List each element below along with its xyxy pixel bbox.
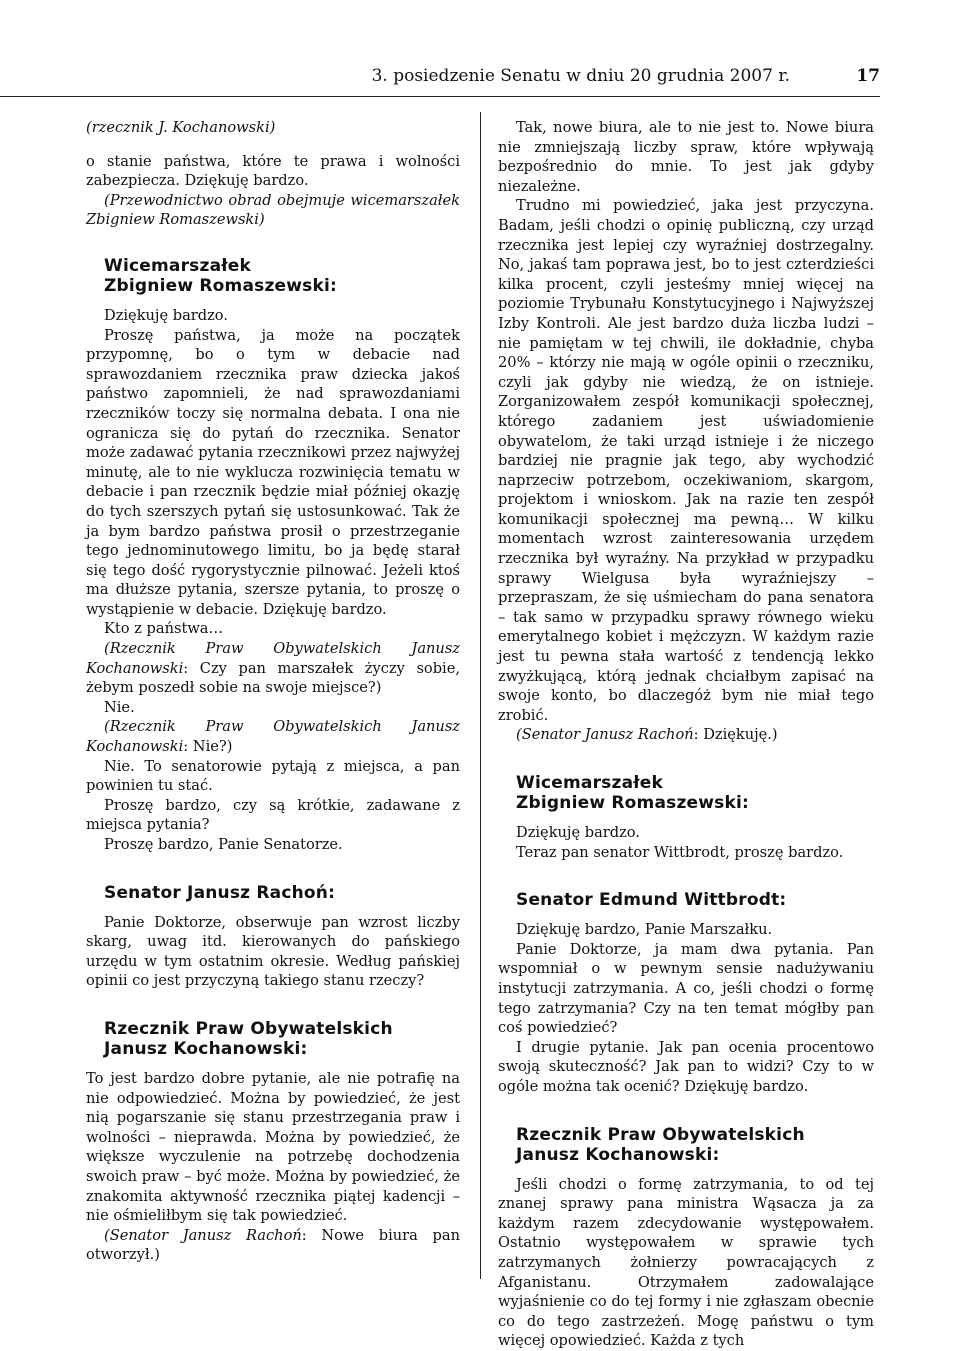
speaker-heading xyxy=(516,890,874,910)
paragraph: Nie. To senatorowie pytają z miejsca, a pan powinien tu stać. xyxy=(86,757,460,795)
left-column xyxy=(86,118,460,1265)
procedural-note: (Przewodnictwo obrad obejmuje wicemarszałek Zbigniew Romaszewski) xyxy=(86,191,460,229)
paragraph: o stanie państwa, które te prawa i wolności zabezpiecza. Dziękuję bardzo. xyxy=(86,152,460,190)
paragraph: Trudno mi powiedzieć, jaka jest przyczyna. Badam, jeśli chodzi o opinię publiczną, czy urząd rzecznika jest lepiej czy wyraźniej dostrzegalny. No, jakaś tam poprawa jest, bo to jest czterdzieści kilka procent, czyli jesteśmy mniej więcej na poziomie Trybunału Konstytucyjnego i Najwyższej Izby Kontroli. Ale jest bardzo duża liczba ludzi – nie pamiętam w tej chwili, ile dokładnie, chyba 20% – którzy nie mają w ogóle opinii o rzeczniku, czyli jak gdyby nie wiedzą, że on istnieje. Zorganizowałem zespół komunikacji społecznej, którego zadaniem jest uświadomienie obywatelom, że taki urząd istnieje i że niczego bardziej nie pragnie jak tego, aby wychodzić naprzeciw potrzebom, oczekiwaniom, skargom, projektom i wnioskom. Jak na razie ten zespół komunikacji społecznej ma pewną… W kilku momentach wzrost zainteresowania urzędem rzecznika był wyraźny. Na przykład w przypadku sprawy Wielgusa była wyraźniejszy – przepraszam, że się uśmiecham do pana senatora – tak samo w przypadku sprawy równego wieku emerytalnego kobiet i mężczyzn. W każdym razie jest tu pewna stała wartość z tendencją lekko zwyżkującą, którą jednak chciałbym zapisać na swoje konto, bo dlaczegóż bym nie miał tego zrobić. xyxy=(498,197,874,724)
speaker-role: Rzecznik Praw Obywatelskich xyxy=(104,1018,393,1039)
paragraph: To jest bardzo dobre pytanie, ale nie potrafię na nie odpowiedzieć. Można by powiedzieć, że jest nią pogarszanie się stanu przestrzegania praw i wolności – nieprawda. Można by powiedzieć, że większe wyczulenie na potrzebę dochodzenia swoich praw – być może. Można by powiedzieć, że znakomita aktywność rzecznika piątej kadencji – nie ośmieliłbym się tak powiedzieć. xyxy=(86,1069,460,1225)
header-rule xyxy=(0,96,880,97)
interjection-text: : Dziękuję.) xyxy=(693,726,778,744)
paragraph: Proszę bardzo, Panie Senatorze. xyxy=(104,836,343,853)
paragraph: I drugie pytanie. Jak pan ocenia procentowo swoją skuteczność? Jak pan to widzi? Czy to w ogóle można tak ocenić? Dziękuję bardzo. xyxy=(498,1038,874,1095)
column-divider xyxy=(480,112,481,1279)
interjection xyxy=(86,639,460,698)
speaker-name: Senator Janusz Rachoń: xyxy=(104,882,336,903)
speaker-name: Janusz Kochanowski: xyxy=(104,1038,308,1059)
speaker-role: Wicemarszałek xyxy=(516,773,663,793)
speaker-heading xyxy=(104,256,460,296)
interjection-speaker: (Senator Janusz Rachoń xyxy=(104,1226,302,1244)
speaker-name: Janusz Kochanowski: xyxy=(516,1144,720,1165)
paragraph: Dziękuję bardzo, Panie Marszałku. xyxy=(516,921,773,939)
paragraph: Kto z państwa… xyxy=(104,620,224,638)
right-column xyxy=(498,118,874,1351)
speaker-name: Zbigniew Romaszewski: xyxy=(104,275,338,296)
speaker-continuation: (rzecznik J. Kochanowski) xyxy=(86,119,276,136)
speaker-heading xyxy=(516,773,874,813)
page-number: 17 xyxy=(856,66,880,86)
speaker-heading xyxy=(104,883,460,903)
interjection-text: : Nowe biura pan otworzył.) xyxy=(86,1226,460,1264)
interjection xyxy=(86,1226,460,1265)
paragraph: Proszę bardzo, czy są krótkie, zadawane z miejsca pytania? xyxy=(86,796,460,834)
interjection-text: : Czy pan marszałek życzy sobie, żebym poszedł sobie na swoje miejsce?) xyxy=(86,659,460,697)
paragraph: Teraz pan senator Wittbrodt, proszę bardzo. xyxy=(516,843,844,861)
interjection-speaker: (Senator Janusz Rachoń xyxy=(516,726,694,744)
paragraph: Nie. xyxy=(104,698,135,716)
speaker-role: Wicemarszałek xyxy=(104,255,251,276)
interjection-text: : Nie?) xyxy=(183,738,233,756)
paragraph: Panie Doktorze, obserwuje pan wzrost liczby skarg, uwag itd. kierowanych do pańskiego urzędu w tym ostatnim okresie. Według pańskiej opinii co jest przyczyną takiego stanu rzeczy? xyxy=(86,913,460,990)
speaker-heading xyxy=(104,1019,460,1059)
paragraph: Jeśli chodzi o formę zatrzymania, to od tej znanej sprawy pana ministra Wąsacza ja za każdym razem zdecydowanie występowałem. Ostatnio występowałem w sprawie tych zatrzymanych żołnierzy powracających z Afganistanu. Otrzymałem zadowalające wyjaśnienie co do tej formy i nie zgłaszam obecnie co do tego zastrzeżeń. Mogę państwu o tym więcej opowiedzieć. Każda z tych xyxy=(498,1175,874,1350)
header-title: 3. posiedzenie Senatu w dniu 20 grudnia 2007 r. xyxy=(371,66,790,86)
interjection xyxy=(86,717,460,756)
interjection xyxy=(498,725,874,745)
paragraph: Dziękuję bardzo. xyxy=(516,824,640,841)
interjection-speaker: (Rzecznik Praw Obywatelskich Janusz Kochanowski xyxy=(86,640,460,677)
paragraph: Proszę państwa, ja może na początek przypomnę, bo o tym w debacie nad sprawozdaniem rzecznika praw dziecka jakoś państwo zapomnieli, że nad sprawozdaniami rzeczników toczy się normalna debata. I ona nie ogranicza się do pytań do rzecznika. Senator może zadawać pytania rzecznikowi przez najwyżej minutę, ale to nie wyklucza rozwinięcia tematu w debacie i pan rzecznik będzie miał później okazję do tych szerszych pytań się ustosunkować. Tak że ja bym bardzo państwa prosił o przestrzeganie tego jednominutowego limitu, bo ja będę starał się tego dość rygorystycznie pilnować. Jeżeli ktoś ma dłuższe pytania, szersze pytania, to proszę o wystąpienie w debacie. Dziękuję bardzo. xyxy=(86,326,460,618)
paragraph: Panie Doktorze, ja mam dwa pytania. Pan wspomniał o w pewnym sensie nadużywaniu instytucji zatrzymania. A co, jeśli chodzi o formę tego zatrzymania? Czy na ten temat mógłby pan coś powiedzieć? xyxy=(498,940,874,1037)
paragraph: Tak, nowe biura, ale to nie jest to. Nowe biura nie zmniejszają liczby spraw, które wpływają bezpośrednio do mnie. To jest jak gdyby niezależne. xyxy=(498,119,874,195)
speaker-role: Rzecznik Praw Obywatelskich xyxy=(516,1124,805,1145)
interjection-speaker: (Rzecznik Praw Obywatelskich Janusz Kochanowski xyxy=(86,718,460,756)
speaker-name: Zbigniew Romaszewski: xyxy=(516,793,750,813)
speaker-heading xyxy=(516,1125,874,1165)
speaker-name: Senator Edmund Wittbrodt: xyxy=(516,890,787,911)
paragraph: Dziękuję bardzo. xyxy=(104,306,228,324)
